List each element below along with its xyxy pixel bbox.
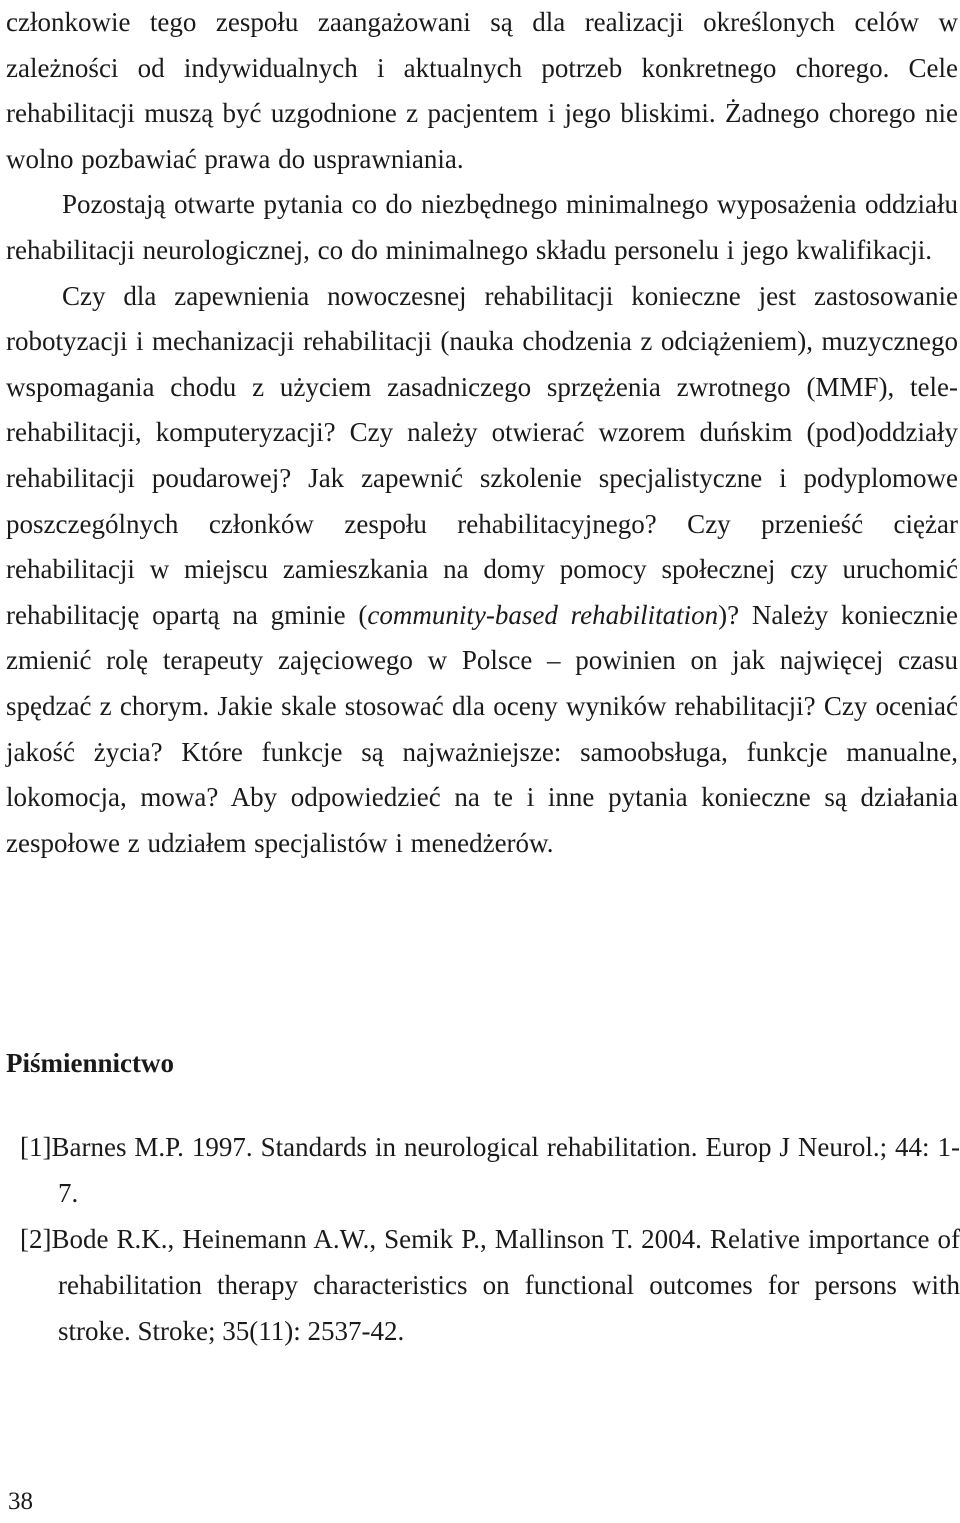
paragraph-1: członkowie tego zespołu zaangażowani są dla realizacji określonych celów w zależności od indywidualnych i aktualnych potrzeb konkretnego chorego. Cele rehabilitacji muszą być uzgodnione z pacjentem i jego bliskimi. Żadnego chorego nie wolno pozbawiać prawa do usprawniania. — [6, 7, 958, 174]
paragraph-2: Pozostają otwarte pytania co do niezbędnego minimalnego wyposażenia oddziału rehabilitacji neurologicznej, co do minimalnego składu personelu i jego kwalifikacji. — [6, 189, 958, 265]
reference-list — [20, 1124, 960, 1354]
paragraph-3-part-a: Czy dla zapewnienia nowoczesnej rehabilitacji konieczne jest zastosowanie robotyzacji i mechanizacji rehabilitacji (nauka chodzenia z odciążeniem), muzycznego wspomagania chodu z użyciem zasadniczego sprzężenia zwrotnego (MMF), tele-rehabilitacji, komputeryzacji? Czy należy otwierać wzorem duńskim (pod)oddziały rehabilitacji poudarowej? Jak zapewnić szkolenie specjalistyczne i podyplomowe poszczególnych członków zespołu rehabilitacyjnego? Czy przenieść ciężar rehabilitacji w miejscu zamieszkania na domy pomocy społecznej czy uruchomić rehabilitację opartą na gminie ( — [6, 280, 958, 630]
paragraph-3-part-b: )? Należy koniecznie zmienić rolę terapeuty zajęciowego w Polsce – powinien on jak najwięcej czasu spędzać z chorym. Jakie skale stosować dla oceny wyników rehabilitacji? Czy oceniać jakość życia? Które funkcje są najważniejsze: samoobsługa, funkcje manualne, lokomocja, mowa? Aby odpowiedzieć na te i inne pytania konieczne są działania zespołowe z udziałem specjalistów i menedżerów. — [6, 599, 958, 858]
body-text — [6, 0, 958, 866]
paragraph-3 — [6, 274, 958, 867]
document-page — [6, 0, 960, 1346]
reference-item: [2]Bode R.K., Heinemann A.W., Semik P., Mallinson T. 2004. Relative importance of rehabilitation therapy characteristics on functional outcomes for persons with stroke. Stroke; 35(11): 2537-42. — [20, 1224, 960, 1346]
paragraph-3-emphasis: community-based rehabilitation — [367, 599, 719, 630]
reference-item: [1]Barnes M.P. 1997. Standards in neurological rehabilitation. Europ J Neurol.; 44: 1-7. — [20, 1132, 960, 1208]
page-number: 38 — [8, 1488, 33, 1515]
references-heading: Piśmiennictwo — [6, 1048, 174, 1078]
